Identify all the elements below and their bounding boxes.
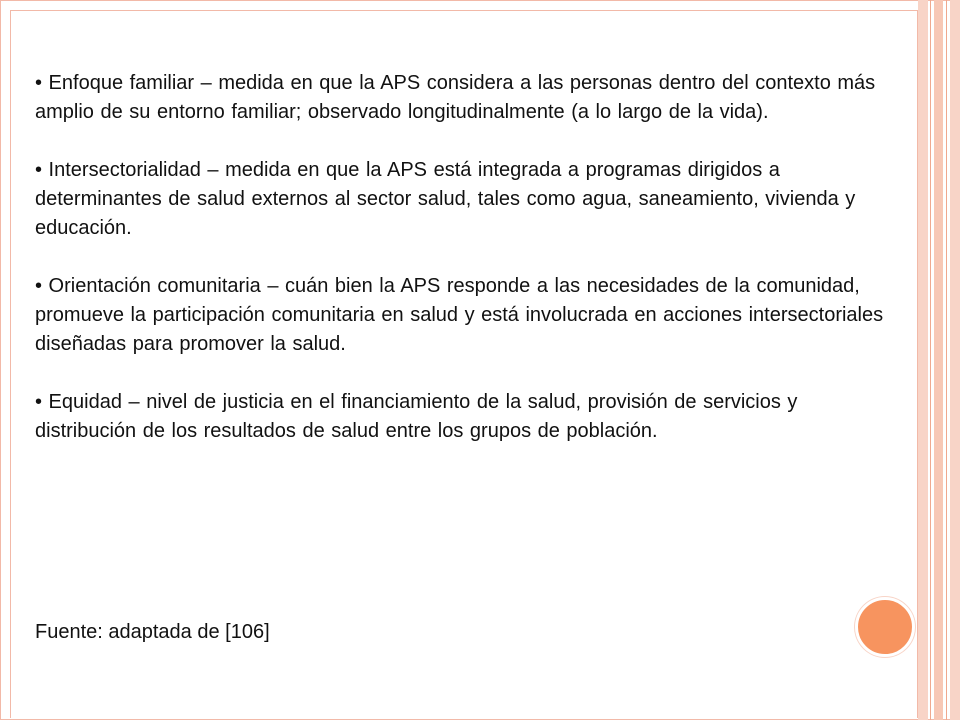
bullet-intersectorialidad: • Intersectorialidad – medida en que la APS está integrada a programas dirigidos a determinantes de salud externos al sector salud, tales como agua, saneamiento, vivienda y educación. <box>35 159 856 239</box>
decorative-stripe <box>950 0 960 720</box>
decorative-stripe <box>934 0 943 720</box>
decorative-stripe <box>946 0 947 720</box>
bullet-equidad: • Equidad – nivel de justicia en el financiamiento de la salud, provisión de servicios y distribución de los resultados de salud entre los grupos de población. <box>35 391 798 442</box>
source-citation: Fuente: adaptada de [106] <box>35 621 270 643</box>
bullet-enfoque-familiar: • Enfoque familiar – medida en que la APS considera a las personas dentro del contexto más amplio de su entorno familiar; observado longitudinalmente (a lo largo de la vida). <box>35 72 876 123</box>
decorative-stripe <box>918 0 928 720</box>
accent-circle <box>855 597 915 657</box>
decorative-stripe <box>930 0 931 720</box>
bullet-list <box>35 69 895 475</box>
bullet-orientacion-comunitaria: • Orientación comunitaria – cuán bien la APS responde a las necesidades de la comunidad, promueve la participación comunitaria en salud y está involucrada en acciones intersectoriales diseñadas para promover la salud. <box>35 275 884 355</box>
